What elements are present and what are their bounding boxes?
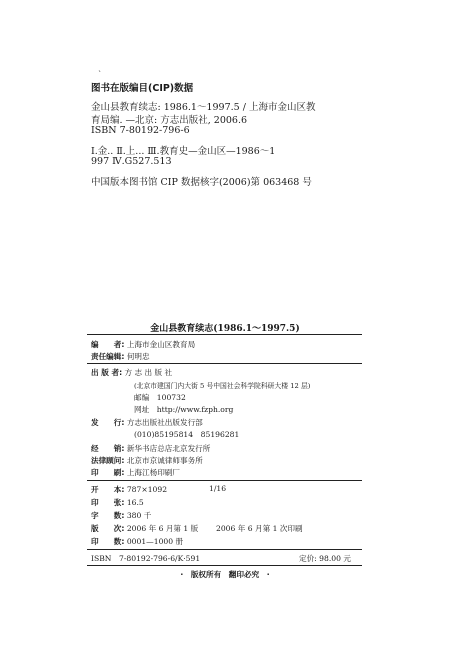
- copies-label: 印 数:: [91, 537, 125, 546]
- legal-row: [91, 455, 203, 466]
- chief-editor-row: [91, 351, 150, 362]
- words-row: [91, 510, 151, 521]
- sheets-value: 16.5: [126, 498, 144, 507]
- format-row: [91, 484, 167, 495]
- price: 定价: 98.00 元: [299, 554, 351, 563]
- publisher-label: 出 版 者:: [91, 368, 123, 377]
- legal-value: 北京市京诚律师事务所: [126, 456, 203, 465]
- editor-value: 上海市金山区教育局: [126, 340, 196, 349]
- chief-editor-value: 何明忠: [126, 352, 150, 361]
- corner-mark: `: [98, 70, 102, 79]
- cip-classification-b: 997 Ⅳ.G527.513: [91, 156, 172, 167]
- cip-line-2: 育局编. —北京: 方志出版社, 2006.6: [91, 115, 248, 126]
- cip-record-number: 中国版本图书馆 CIP 数据核字(2006)第 063468 号: [91, 177, 312, 188]
- distributor-label: 发 行:: [91, 418, 125, 427]
- legal-label: 法律顾问:: [91, 456, 125, 465]
- publisher-value: 方 志 出 版 社: [124, 368, 173, 377]
- distributor-phone: (010)85195814 85196281: [134, 430, 240, 439]
- cip-heading: 图书在版编目(CIP)数据: [91, 83, 194, 94]
- editor-label: 编 者:: [91, 340, 125, 349]
- printing-value: 2006 年 6 月第 1 次印刷: [216, 524, 303, 533]
- publisher-address: (北京市建国门内大街 5 号中国社会科学院科研大楼 12 层): [134, 382, 311, 390]
- distributor-value: 方志出版社出版发行部: [126, 418, 203, 427]
- edition-label: 版 次:: [91, 524, 125, 533]
- format-value: 787×1092: [126, 485, 168, 494]
- seller-value: 新华书店总店北京发行所: [126, 444, 211, 453]
- format-label: 开 本:: [91, 485, 125, 494]
- section-rule-3: [87, 549, 362, 550]
- format-fold: 1/16: [209, 484, 227, 493]
- cip-line-1: 金山县教育续志: 1986.1～1997.5 / 上海市金山区教: [91, 102, 316, 113]
- words-value: 380 千: [126, 511, 152, 520]
- printer-row: [91, 467, 180, 478]
- distributor-row: [91, 417, 203, 428]
- cip-classification-a: Ⅰ.金.. Ⅱ.上... Ⅲ.教育史—金山区—1986～1: [91, 146, 276, 157]
- copies-value: 0001—1000 册: [126, 537, 184, 546]
- section-rule-4: [87, 565, 362, 566]
- sheets-row: [91, 497, 144, 508]
- editor-row: [91, 339, 195, 350]
- edition-row: [91, 523, 198, 534]
- publisher-postcode: 邮编 100732: [134, 393, 186, 402]
- sheets-label: 印 张:: [91, 498, 125, 507]
- printer-value: 上海江杨印刷厂: [126, 468, 180, 477]
- seller-row: [91, 443, 210, 454]
- cip-isbn: ISBN 7-80192-796-6: [91, 125, 190, 136]
- words-label: 字 数:: [91, 511, 125, 520]
- printer-label: 印 刷:: [91, 468, 125, 477]
- section-rule-2: [87, 480, 362, 481]
- publisher-row: [91, 367, 172, 378]
- isbn-line: ISBN 7-80192-796-6/K·591: [91, 554, 201, 563]
- book-title: 金山县教育续志(1986.1～1997.5): [150, 324, 300, 334]
- title-rule: [87, 334, 362, 335]
- seller-label: 经 销:: [91, 444, 125, 453]
- publisher-website: 网址 http://www.fzph.org: [134, 405, 234, 414]
- section-rule-1: [87, 363, 362, 364]
- chief-editor-label: 责任编辑:: [91, 352, 125, 361]
- copyright-notice: · 版权所有 翻印必究 ·: [180, 570, 270, 579]
- copies-row: [91, 536, 183, 547]
- edition-value: 2006 年 6 月第 1 版: [126, 524, 199, 533]
